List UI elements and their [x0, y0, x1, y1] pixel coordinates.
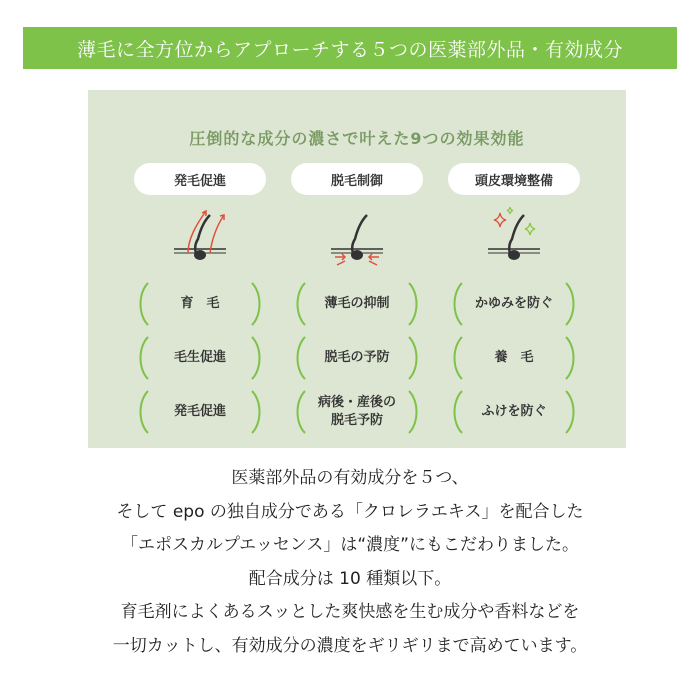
efficacy-item	[446, 279, 582, 329]
efficacy-item	[132, 279, 268, 329]
efficacy-item	[446, 387, 582, 437]
efficacy-item-text: かゆみを防ぐ	[474, 296, 553, 311]
description-line: 配合成分は 10 種類以下。	[248, 568, 452, 589]
efficacy-item	[289, 333, 425, 383]
efficacy-column-hair-loss-control	[289, 163, 425, 437]
efficacy-item-text: 病後・産後の 脱毛予防	[317, 395, 396, 428]
efficacy-column-scalp-care	[446, 163, 582, 437]
hair-follicle-inward-arrows-icon	[289, 205, 425, 275]
description-line: 一切カットし、有効成分の濃度をギリギリまで高めています。	[112, 635, 588, 656]
efficacy-item-text: 育 毛	[180, 296, 220, 311]
efficacy-item-text: ふけを防ぐ	[481, 404, 547, 419]
description-line: 育毛剤によくあるスッとした爽快感を生む成分や香料などを	[120, 602, 580, 622]
description-text	[0, 462, 700, 663]
column-label: 頭皮環境整備	[448, 163, 580, 195]
panel-title: 圧倒的な成分の濃さで叶えた9つの効果効能	[189, 129, 525, 148]
efficacy-item	[132, 387, 268, 437]
description-line: 「エポスカルプエッセンス」は“濃度”にもこだわりました。	[121, 535, 579, 555]
efficacy-panel	[88, 90, 626, 448]
efficacy-item	[446, 333, 582, 383]
hair-growth-arrows-icon	[132, 205, 268, 275]
efficacy-item-text: 発毛促進	[173, 404, 226, 419]
efficacy-item-text: 養 毛	[494, 350, 534, 365]
column-label: 発毛促進	[134, 163, 266, 195]
efficacy-item	[289, 279, 425, 329]
efficacy-item-text: 脱毛の予防	[324, 350, 390, 365]
efficacy-item	[132, 333, 268, 383]
efficacy-item	[289, 387, 425, 437]
column-label: 脱毛制御	[291, 163, 423, 195]
hair-follicle-sparkle-icon	[446, 205, 582, 275]
description-line: 医薬部外品の有効成分を５つ、	[231, 468, 469, 488]
efficacy-item-text: 薄毛の抑制	[324, 296, 390, 311]
efficacy-column-hair-growth	[132, 163, 268, 437]
banner-text: 薄毛に全方位からアプローチする５つの医薬部外品・有効成分	[76, 38, 623, 61]
header-banner	[23, 27, 677, 69]
description-line: そして epo の独自成分である「クロレラエキス」を配合した	[116, 501, 584, 522]
efficacy-item-text: 毛生促進	[173, 350, 226, 365]
